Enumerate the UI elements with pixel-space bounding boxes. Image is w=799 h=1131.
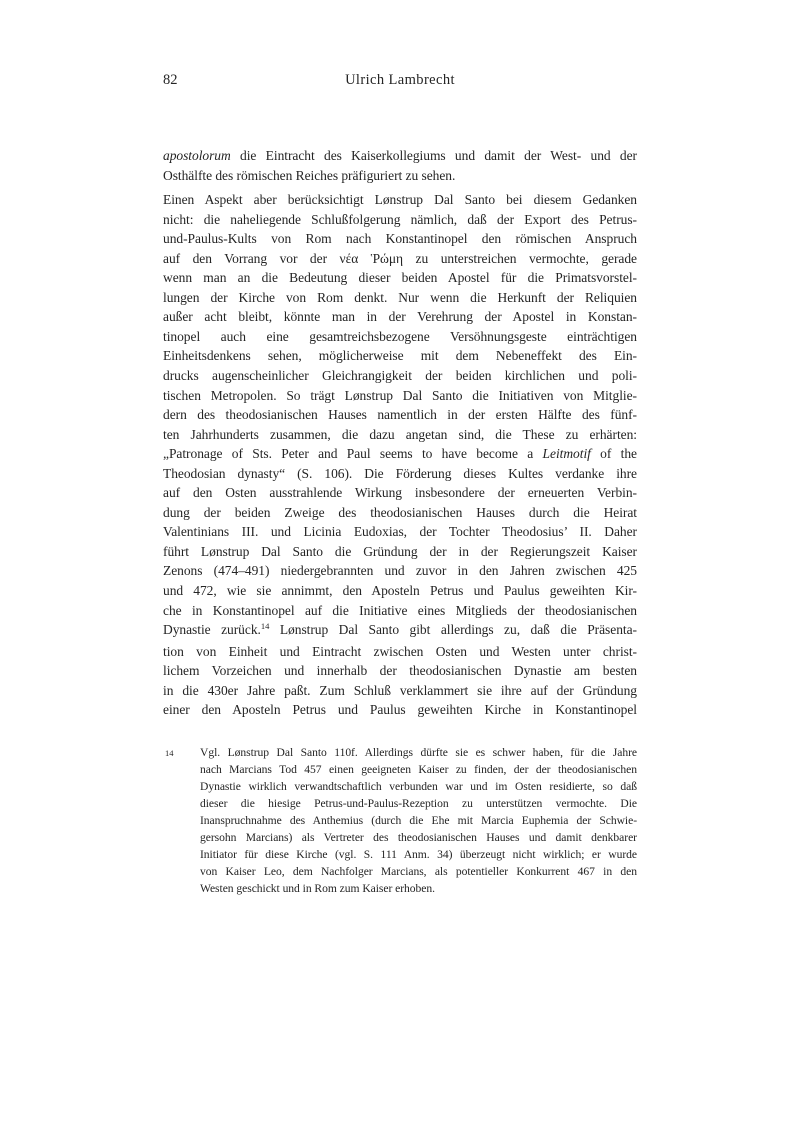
text-line: Theodosian dynasty“ (S. 106). Die Förderung dieses Kultes verdanke ihre — [163, 465, 637, 481]
text-line: lungen der Kirche von Rom denkt. Nur wenn die Herkunft der Reliquien — [163, 289, 637, 305]
text-line: tischen Metropolen. So trägt Lønstrup Dal Santo die Initiativen von Mitglie- — [163, 387, 637, 403]
text-line: Vgl. Lønstrup Dal Santo 110f. Allerdings dürfte sie es schwer haben, für die Jahre — [200, 746, 637, 759]
text-line: auf den Vorrang vor der νέα Ῥώμη zu unterstreichen vermochte, gerade — [163, 250, 637, 266]
text-line: dieser die hiesige Petrus-und-Paulus-Rezeption zu unterstützen vermochte. Die — [200, 797, 637, 810]
italic-text: Leitmotif — [542, 446, 591, 462]
text-line: Zenons (474–491) niedergebrannten und zuvor in den Jahren zwischen 425 — [163, 563, 637, 579]
text-line: lichem Vorzeichen und innerhalb der theodosianischen Dynastie am besten — [163, 663, 637, 679]
text-line: auf den Osten ausstrahlende Wirkung insbesondere der erneuerten Verbin- — [163, 485, 637, 501]
text-line: nicht: die naheliegende Schlußfolgerung nämlich, daß der Export des Petrus- — [163, 211, 637, 227]
text-line: dung der beiden Zweige des theodosianischen Hauses durch die Heirat — [163, 504, 637, 520]
text-line: che in Konstantinopel auf die Initiative eines Mitglieds der theodosianischen — [163, 602, 637, 618]
text-line: Westen geschickt und in Rom zum Kaiser erhoben. — [200, 882, 435, 895]
footnote-number: 14 — [165, 748, 174, 758]
text-segment: „Patronage of Sts. Peter and Paul seems to have become a — [163, 446, 543, 462]
italic-text: apostolorum — [163, 148, 231, 163]
text-line: tinopel auch eine gesamtreichsbezogene Versöhnungsgeste einträchtigen — [163, 328, 637, 344]
text-line: drucks augenscheinlicher Gleichrangigkeit der beiden kirchlichen und poli- — [163, 368, 637, 384]
text-segment: die Eintracht des Kaiserkollegiums und damit der West- und der — [230, 148, 637, 163]
text-line: in die 430er Jahre paßt. Zum Schluß verklammert sie ihre auf der Gründung — [163, 682, 637, 698]
text-segment: Dynastie zurück. — [163, 622, 261, 638]
text-line: Osthälfte des römischen Reiches präfiguriert zu sehen. — [163, 167, 456, 183]
running-head: Ulrich Lambrecht — [345, 72, 455, 88]
text-line: und-Paulus-Kults von Rom nach Konstantinopel den römischen Anspruch — [163, 231, 637, 247]
text-line: Inanspruchnahme des Anthemius (durch die Ehe mit Marcia Euphemia der Schwie- — [200, 814, 637, 827]
text-line: wenn man an die Bedeutung dieser beiden Apostel für die Primatsvorstel- — [163, 270, 637, 286]
text-line: Initiator für diese Kirche (vgl. S. 111 Anm. 34) überzeugt nicht wirklich; er wurde — [200, 848, 637, 861]
text-line: nach Marcians Tod 457 einen geeigneten Kaiser zu finden, der der theodosianischen — [200, 763, 637, 776]
text-line: einer den Aposteln Petrus und Paulus geweihten Kirche in Konstantinopel — [163, 702, 637, 718]
text-line: Einheitsdenkens sehen, möglicherweise mit dem Nebeneffekt des Ein- — [163, 348, 637, 364]
body-text — [163, 146, 637, 720]
text-line — [163, 146, 637, 166]
text-line: und 472, wie sie annimmt, den Aposteln Petrus und Paulus geweihten Kir- — [163, 583, 637, 599]
text-line: Dynastie wirklich verwandtschaftlich verbunden war und im Osten residierte, so daß — [200, 780, 637, 793]
text-line — [163, 620, 637, 642]
text-line: dern des theodosianischen Hauses namentlich in der ersten Hälfte des fünf- — [163, 407, 637, 423]
text-segment: Lønstrup Dal Santo gibt allerdings zu, daß die Präsenta- — [269, 622, 637, 638]
text-segment: of the — [590, 446, 637, 462]
text-line: führt Lønstrup Dal Santo die Gründung der in der Regierungszeit Kaiser — [163, 543, 637, 559]
text-line: Valentinians III. und Licinia Eudoxias, der Tochter Theodosius’ II. Daher — [163, 524, 637, 540]
text-line: gersohn Marcians) als Vertreter des theodosianischen Hauses und damit denkbarer — [200, 831, 637, 844]
text-line: ten Jahrhunderts zusammen, die dazu angetan sind, die These zu erhärten: — [163, 426, 637, 442]
text-line: Einen Aspekt aber berücksichtigt Lønstrup Dal Santo bei diesem Gedanken — [163, 192, 637, 208]
page-header — [163, 71, 637, 89]
text-line: tion von Einheit und Eintracht zwischen Osten und Westen unter christ- — [163, 643, 637, 659]
footnote-text — [200, 744, 637, 897]
footnote-block — [163, 744, 637, 897]
text-line — [163, 444, 637, 464]
paragraph-einen-aspekt — [163, 190, 637, 720]
footnote-reference: 14 — [260, 621, 270, 632]
paragraph-apostolorum — [163, 146, 637, 185]
page-number: 82 — [163, 72, 178, 88]
text-line: außer acht bleibt, könnte man in der Verehrung der Apostel in Konstan- — [163, 309, 637, 325]
text-line: von Kaiser Leo, dem Nachfolger Marcians, als potentieller Konkurrent 467 in den — [200, 865, 637, 878]
